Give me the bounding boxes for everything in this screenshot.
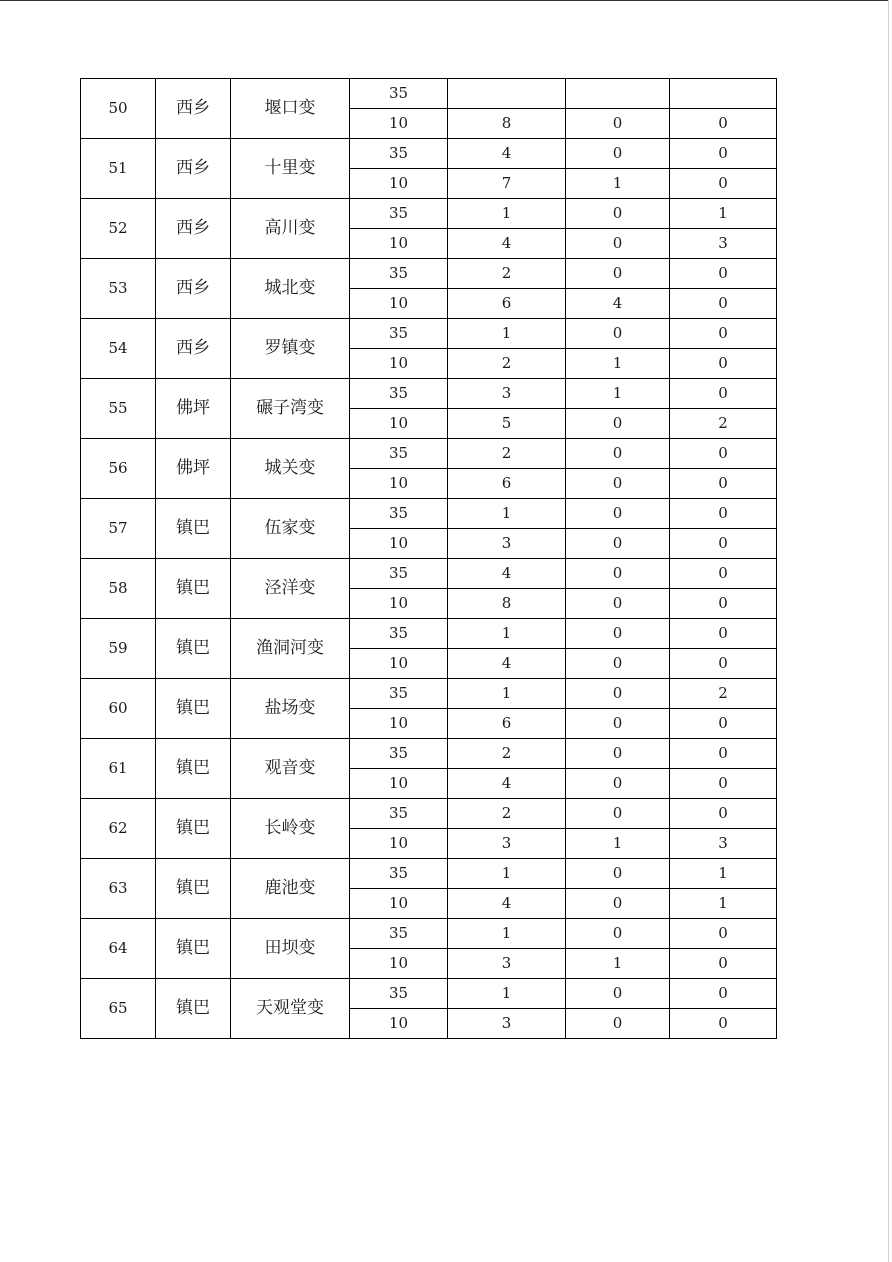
- substation-name-cell: 城北变: [231, 259, 350, 319]
- line-count-cell: 4: [448, 889, 566, 919]
- substation-name-cell: 观音变: [231, 739, 350, 799]
- count-a-cell: 0: [566, 319, 670, 349]
- voltage-level-cell: 35: [350, 199, 448, 229]
- row-number-cell: 63: [81, 859, 156, 919]
- table-row: [81, 439, 777, 469]
- line-count-cell: 2: [448, 439, 566, 469]
- count-b-cell: 1: [670, 199, 777, 229]
- line-count-cell: 6: [448, 289, 566, 319]
- county-cell: 佛坪: [156, 439, 231, 499]
- table-viewport: [80, 84, 777, 1046]
- voltage-level-cell: 10: [350, 949, 448, 979]
- line-count-cell: 1: [448, 499, 566, 529]
- count-a-cell: 0: [566, 469, 670, 499]
- voltage-level-cell: 35: [350, 859, 448, 889]
- table-row: [81, 919, 777, 949]
- count-a-cell: 1: [566, 169, 670, 199]
- substation-name-cell: 天观堂变: [231, 979, 350, 1039]
- table-row: [81, 199, 777, 229]
- line-count-cell: 2: [448, 259, 566, 289]
- count-b-cell: 0: [670, 529, 777, 559]
- line-count-cell: 2: [448, 739, 566, 769]
- count-a-cell: 0: [566, 229, 670, 259]
- voltage-level-cell: 35: [350, 379, 448, 409]
- line-count-cell: [448, 79, 566, 109]
- voltage-level-cell: 10: [350, 769, 448, 799]
- count-b-cell: 0: [670, 949, 777, 979]
- table-row: [81, 319, 777, 349]
- row-number-cell: 54: [81, 319, 156, 379]
- count-b-cell: 0: [670, 799, 777, 829]
- row-number-cell: 65: [81, 979, 156, 1039]
- count-b-cell: 0: [670, 289, 777, 319]
- row-number-cell: 60: [81, 679, 156, 739]
- count-b-cell: 0: [670, 439, 777, 469]
- line-count-cell: 6: [448, 709, 566, 739]
- table-row: [81, 979, 777, 1009]
- voltage-level-cell: 35: [350, 919, 448, 949]
- substation-name-cell: 伍家变: [231, 499, 350, 559]
- substation-name-cell: 田坝变: [231, 919, 350, 979]
- table-row: [81, 499, 777, 529]
- line-count-cell: 8: [448, 589, 566, 619]
- count-b-cell: 0: [670, 109, 777, 139]
- count-b-cell: 1: [670, 889, 777, 919]
- voltage-level-cell: 10: [350, 529, 448, 559]
- substation-name-cell: 罗镇变: [231, 319, 350, 379]
- voltage-level-cell: 35: [350, 439, 448, 469]
- line-count-cell: 1: [448, 919, 566, 949]
- count-b-cell: 0: [670, 739, 777, 769]
- count-b-cell: 0: [670, 259, 777, 289]
- count-a-cell: 0: [566, 409, 670, 439]
- count-a-cell: 0: [566, 559, 670, 589]
- voltage-level-cell: 35: [350, 499, 448, 529]
- line-count-cell: 1: [448, 859, 566, 889]
- voltage-level-cell: 10: [350, 1009, 448, 1039]
- voltage-level-cell: 10: [350, 709, 448, 739]
- voltage-level-cell: 35: [350, 139, 448, 169]
- row-number-cell: 62: [81, 799, 156, 859]
- voltage-level-cell: 35: [350, 979, 448, 1009]
- line-count-cell: 1: [448, 979, 566, 1009]
- count-a-cell: 0: [566, 769, 670, 799]
- table-row: [81, 799, 777, 829]
- row-number-cell: 50: [81, 79, 156, 139]
- count-a-cell: 1: [566, 379, 670, 409]
- voltage-level-cell: 10: [350, 409, 448, 439]
- row-number-cell: 64: [81, 919, 156, 979]
- table-row: [81, 859, 777, 889]
- count-a-cell: 0: [566, 919, 670, 949]
- voltage-level-cell: 35: [350, 319, 448, 349]
- row-number-cell: 56: [81, 439, 156, 499]
- count-a-cell: 1: [566, 829, 670, 859]
- count-b-cell: 0: [670, 919, 777, 949]
- count-b-cell: 0: [670, 559, 777, 589]
- line-count-cell: 4: [448, 229, 566, 259]
- count-a-cell: 0: [566, 259, 670, 289]
- line-count-cell: 5: [448, 409, 566, 439]
- count-a-cell: 0: [566, 679, 670, 709]
- count-b-cell: 0: [670, 499, 777, 529]
- count-b-cell: 0: [670, 979, 777, 1009]
- line-count-cell: 3: [448, 529, 566, 559]
- voltage-level-cell: 35: [350, 739, 448, 769]
- count-b-cell: 0: [670, 139, 777, 169]
- table-row: [81, 379, 777, 409]
- count-a-cell: 0: [566, 859, 670, 889]
- line-count-cell: 3: [448, 829, 566, 859]
- table-row: [81, 679, 777, 709]
- count-a-cell: 1: [566, 949, 670, 979]
- line-count-cell: 2: [448, 799, 566, 829]
- voltage-level-cell: 35: [350, 259, 448, 289]
- count-a-cell: 0: [566, 499, 670, 529]
- voltage-level-cell: 35: [350, 799, 448, 829]
- row-number-cell: 51: [81, 139, 156, 199]
- county-cell: 镇巴: [156, 679, 231, 739]
- substation-name-cell: 堰口变: [231, 79, 350, 139]
- count-a-cell: 0: [566, 439, 670, 469]
- county-cell: 镇巴: [156, 919, 231, 979]
- substation-name-cell: 长岭变: [231, 799, 350, 859]
- count-b-cell: 3: [670, 229, 777, 259]
- row-number-cell: 58: [81, 559, 156, 619]
- count-b-cell: 0: [670, 379, 777, 409]
- table-body: [81, 79, 777, 1039]
- row-number-cell: 61: [81, 739, 156, 799]
- voltage-level-cell: 10: [350, 649, 448, 679]
- voltage-level-cell: 35: [350, 559, 448, 589]
- count-b-cell: 0: [670, 1009, 777, 1039]
- count-a-cell: 0: [566, 139, 670, 169]
- voltage-level-cell: 10: [350, 589, 448, 619]
- county-cell: 镇巴: [156, 739, 231, 799]
- row-number-cell: 57: [81, 499, 156, 559]
- line-count-cell: 1: [448, 679, 566, 709]
- count-a-cell: [566, 79, 670, 109]
- line-count-cell: 4: [448, 769, 566, 799]
- line-count-cell: 1: [448, 619, 566, 649]
- line-count-cell: 2: [448, 349, 566, 379]
- voltage-level-cell: 35: [350, 679, 448, 709]
- page-right-edge: [888, 0, 889, 1262]
- table-row: [81, 79, 777, 109]
- count-b-cell: 0: [670, 169, 777, 199]
- substation-name-cell: 十里变: [231, 139, 350, 199]
- count-a-cell: 0: [566, 529, 670, 559]
- table-row: [81, 559, 777, 589]
- county-cell: 西乡: [156, 79, 231, 139]
- county-cell: 镇巴: [156, 619, 231, 679]
- county-cell: 西乡: [156, 259, 231, 319]
- substation-name-cell: 高川变: [231, 199, 350, 259]
- count-b-cell: 2: [670, 679, 777, 709]
- count-a-cell: 0: [566, 109, 670, 139]
- count-a-cell: 0: [566, 709, 670, 739]
- voltage-level-cell: 10: [350, 469, 448, 499]
- count-a-cell: 0: [566, 649, 670, 679]
- voltage-level-cell: 10: [350, 169, 448, 199]
- count-b-cell: [670, 79, 777, 109]
- count-a-cell: 0: [566, 799, 670, 829]
- count-b-cell: 0: [670, 769, 777, 799]
- count-b-cell: 0: [670, 709, 777, 739]
- voltage-level-cell: 35: [350, 79, 448, 109]
- line-count-cell: 6: [448, 469, 566, 499]
- voltage-level-cell: 35: [350, 619, 448, 649]
- county-cell: 西乡: [156, 139, 231, 199]
- voltage-level-cell: 10: [350, 229, 448, 259]
- table-row: [81, 139, 777, 169]
- row-number-cell: 55: [81, 379, 156, 439]
- count-b-cell: 0: [670, 589, 777, 619]
- county-cell: 镇巴: [156, 499, 231, 559]
- count-b-cell: 0: [670, 349, 777, 379]
- count-a-cell: 1: [566, 349, 670, 379]
- line-count-cell: 1: [448, 319, 566, 349]
- substation-name-cell: 渔洞河变: [231, 619, 350, 679]
- line-count-cell: 3: [448, 379, 566, 409]
- county-cell: 镇巴: [156, 979, 231, 1039]
- county-cell: 佛坪: [156, 379, 231, 439]
- count-b-cell: 3: [670, 829, 777, 859]
- count-a-cell: 0: [566, 199, 670, 229]
- line-count-cell: 1: [448, 199, 566, 229]
- line-count-cell: 7: [448, 169, 566, 199]
- page-top-border: [0, 0, 888, 1]
- count-b-cell: 0: [670, 469, 777, 499]
- line-count-cell: 3: [448, 1009, 566, 1039]
- count-a-cell: 0: [566, 619, 670, 649]
- row-number-cell: 59: [81, 619, 156, 679]
- count-a-cell: 0: [566, 739, 670, 769]
- substation-table: [80, 78, 777, 1039]
- voltage-level-cell: 10: [350, 829, 448, 859]
- count-b-cell: 0: [670, 319, 777, 349]
- substation-name-cell: 鹿池变: [231, 859, 350, 919]
- count-a-cell: 0: [566, 979, 670, 1009]
- count-b-cell: 1: [670, 859, 777, 889]
- substation-name-cell: 泾洋变: [231, 559, 350, 619]
- substation-name-cell: 盐场变: [231, 679, 350, 739]
- count-a-cell: 0: [566, 589, 670, 619]
- count-b-cell: 0: [670, 619, 777, 649]
- table-row: [81, 619, 777, 649]
- count-a-cell: 0: [566, 889, 670, 919]
- table-row: [81, 259, 777, 289]
- county-cell: 镇巴: [156, 799, 231, 859]
- voltage-level-cell: 10: [350, 349, 448, 379]
- row-number-cell: 52: [81, 199, 156, 259]
- line-count-cell: 4: [448, 559, 566, 589]
- count-a-cell: 4: [566, 289, 670, 319]
- county-cell: 镇巴: [156, 859, 231, 919]
- row-number-cell: 53: [81, 259, 156, 319]
- voltage-level-cell: 10: [350, 289, 448, 319]
- count-b-cell: 2: [670, 409, 777, 439]
- line-count-cell: 3: [448, 949, 566, 979]
- line-count-cell: 4: [448, 649, 566, 679]
- count-b-cell: 0: [670, 649, 777, 679]
- voltage-level-cell: 10: [350, 889, 448, 919]
- substation-name-cell: 碾子湾变: [231, 379, 350, 439]
- table-row: [81, 739, 777, 769]
- county-cell: 西乡: [156, 199, 231, 259]
- voltage-level-cell: 10: [350, 109, 448, 139]
- line-count-cell: 4: [448, 139, 566, 169]
- count-a-cell: 0: [566, 1009, 670, 1039]
- substation-name-cell: 城关变: [231, 439, 350, 499]
- county-cell: 西乡: [156, 319, 231, 379]
- line-count-cell: 8: [448, 109, 566, 139]
- county-cell: 镇巴: [156, 559, 231, 619]
